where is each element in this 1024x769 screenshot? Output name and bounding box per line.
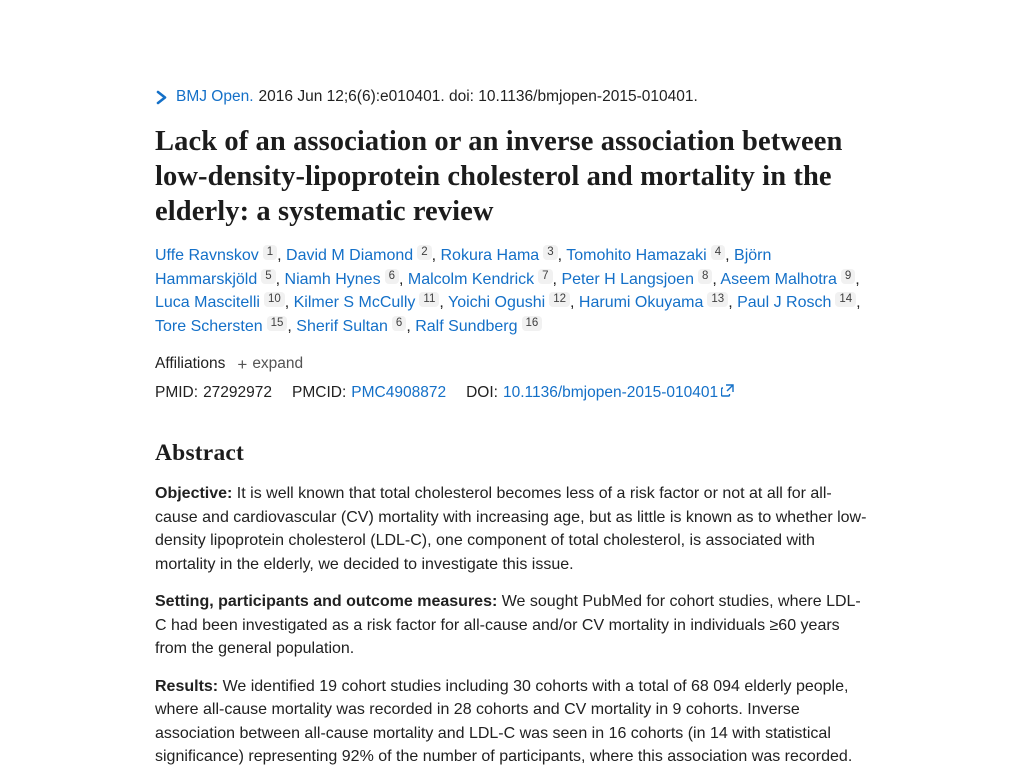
pmid-value: 27292972 bbox=[203, 384, 273, 401]
chevron-right-icon bbox=[155, 90, 168, 105]
expand-label: expand bbox=[252, 355, 304, 372]
author-affiliation-number[interactable]: 14 bbox=[835, 292, 856, 307]
author-affiliation-number[interactable]: 15 bbox=[267, 316, 288, 331]
author-link[interactable]: Niamh Hynes bbox=[284, 270, 381, 288]
journal-toggle-button[interactable] bbox=[155, 90, 168, 105]
author-separator: , bbox=[557, 247, 567, 264]
pmcid-group bbox=[292, 382, 446, 404]
author-affiliation-number[interactable]: 9 bbox=[841, 269, 855, 284]
abstract-body bbox=[155, 482, 869, 769]
plus-icon: + bbox=[237, 354, 248, 374]
journal-citation bbox=[155, 86, 869, 108]
author-separator: , bbox=[856, 294, 861, 311]
affiliations-expand-button[interactable] bbox=[237, 355, 303, 373]
author-link[interactable]: Paul J Rosch bbox=[737, 294, 832, 311]
author-link[interactable]: Aseem Malhotra bbox=[720, 270, 837, 288]
author-separator: , bbox=[406, 317, 416, 335]
abstract-heading: Abstract bbox=[155, 440, 245, 466]
author-affiliation-number[interactable]: 10 bbox=[264, 292, 285, 307]
author-affiliation-number[interactable]: 12 bbox=[549, 292, 570, 307]
abstract-paragraph-label: Results: bbox=[155, 677, 219, 695]
author-affiliation-number[interactable]: 6 bbox=[385, 269, 399, 284]
pmcid-link[interactable]: PMC4908872 bbox=[351, 384, 447, 401]
author-separator: , bbox=[855, 270, 860, 288]
author-separator: , bbox=[552, 270, 562, 288]
affiliations-row bbox=[155, 355, 869, 373]
author-separator: , bbox=[725, 247, 735, 264]
author-separator: , bbox=[398, 270, 408, 288]
author-separator: , bbox=[439, 294, 448, 311]
affiliations-label: Affiliations bbox=[155, 355, 226, 372]
author-link[interactable]: Rokura Hama bbox=[440, 247, 540, 264]
abstract-paragraph: Results: We identified 19 cohort studies including 30 cohorts with a total of 68 094 elderly people, where all-cause mortality was recorded in 28 cohorts and CV mortality in 9 cohorts. Inverse association between all-cause mortality and LDL-C was seen in 16 cohorts (in 14 with statistical significance) representing 92% of the number of participants, where this association was recorded. bbox=[155, 677, 853, 765]
author-link[interactable]: Björn Hammarskjöld bbox=[155, 247, 772, 288]
abstract-paragraph: Objective: It is well known that total cholesterol becomes less of a risk factor or not at all for all-cause and cardiovascular (CV) mortality with increasing age, but as little is known as to whether low-density lipoprotein cholesterol (LDL-C), one component of total cholesterol, is associated with mortality in the elderly, we decided to investigate this issue. bbox=[155, 485, 867, 573]
author-link[interactable]: Tore Schersten bbox=[155, 317, 263, 335]
author-affiliation-number[interactable]: 5 bbox=[261, 269, 275, 284]
author-link[interactable]: Sherif Sultan bbox=[296, 317, 388, 335]
doi-group bbox=[466, 382, 734, 404]
author-link[interactable]: Harumi Okuyama bbox=[578, 294, 704, 311]
author-separator: , bbox=[284, 294, 294, 311]
author-affiliation-number[interactable]: 2 bbox=[417, 245, 431, 260]
author-link[interactable]: Luca Mascitelli bbox=[155, 294, 260, 311]
author-link[interactable]: Uffe Ravnskov bbox=[155, 247, 259, 264]
author-affiliation-number[interactable]: 16 bbox=[522, 316, 543, 331]
author-separator: , bbox=[431, 247, 441, 264]
author-affiliation-number[interactable]: 3 bbox=[543, 245, 557, 260]
author-separator: , bbox=[277, 247, 287, 264]
author-affiliation-number[interactable]: 8 bbox=[698, 269, 712, 284]
author-separator: , bbox=[728, 294, 738, 311]
abstract-paragraph: Setting, participants and outcome measures: We sought PubMed for cohort studies, where LDL-C had been investigated as a risk factor for all-cause and/or CV mortality in individuals ≥60 years from the general population. bbox=[155, 593, 861, 657]
author-separator: , bbox=[712, 270, 721, 288]
author-link[interactable]: Tomohito Hamazaki bbox=[566, 247, 707, 264]
author-affiliation-number[interactable]: 1 bbox=[263, 245, 277, 260]
author-separator: , bbox=[287, 317, 297, 335]
abstract-paragraph-label: Setting, participants and outcome measures: bbox=[155, 593, 498, 610]
author-link[interactable]: Ralf Sundberg bbox=[415, 317, 518, 335]
author-link[interactable]: David M Diamond bbox=[286, 247, 414, 264]
author-affiliation-number[interactable]: 4 bbox=[711, 245, 725, 260]
pmid-group bbox=[155, 382, 272, 404]
identifiers-row bbox=[155, 382, 869, 404]
journal-link[interactable]: BMJ Open. bbox=[176, 88, 254, 105]
author-affiliation-number[interactable]: 7 bbox=[538, 269, 552, 284]
pmcid-label: PMCID: bbox=[292, 384, 347, 401]
author-affiliation-number[interactable]: 11 bbox=[419, 292, 439, 307]
doi-label: DOI: bbox=[466, 384, 498, 401]
author-affiliation-number[interactable]: 13 bbox=[707, 292, 728, 307]
pmid-label: PMID: bbox=[155, 384, 199, 401]
authors-list bbox=[155, 244, 869, 338]
author-link[interactable]: Yoichi Ogushi bbox=[447, 294, 546, 311]
author-separator: , bbox=[275, 270, 285, 288]
article-title: Lack of an association or an inverse association between low-density-lipoprotein cholesterol and mortality in the elderly: a systematic review bbox=[155, 126, 843, 227]
author-link[interactable]: Peter H Langsjoen bbox=[561, 270, 694, 288]
author-affiliation-number[interactable]: 6 bbox=[392, 316, 406, 331]
author-link[interactable]: Kilmer S McCully bbox=[293, 294, 416, 311]
external-link-icon bbox=[721, 382, 734, 404]
abstract-paragraph-label: Objective: bbox=[155, 485, 233, 502]
citation-details: 2016 Jun 12;6(6):e010401. doi: 10.1136/bmjopen-2015-010401. bbox=[258, 88, 698, 105]
author-link[interactable]: Malcolm Kendrick bbox=[407, 270, 535, 288]
article-abstract-page bbox=[155, 0, 869, 769]
doi-link[interactable]: 10.1136/bmjopen-2015-010401 bbox=[503, 382, 734, 404]
author-separator: , bbox=[570, 294, 579, 311]
